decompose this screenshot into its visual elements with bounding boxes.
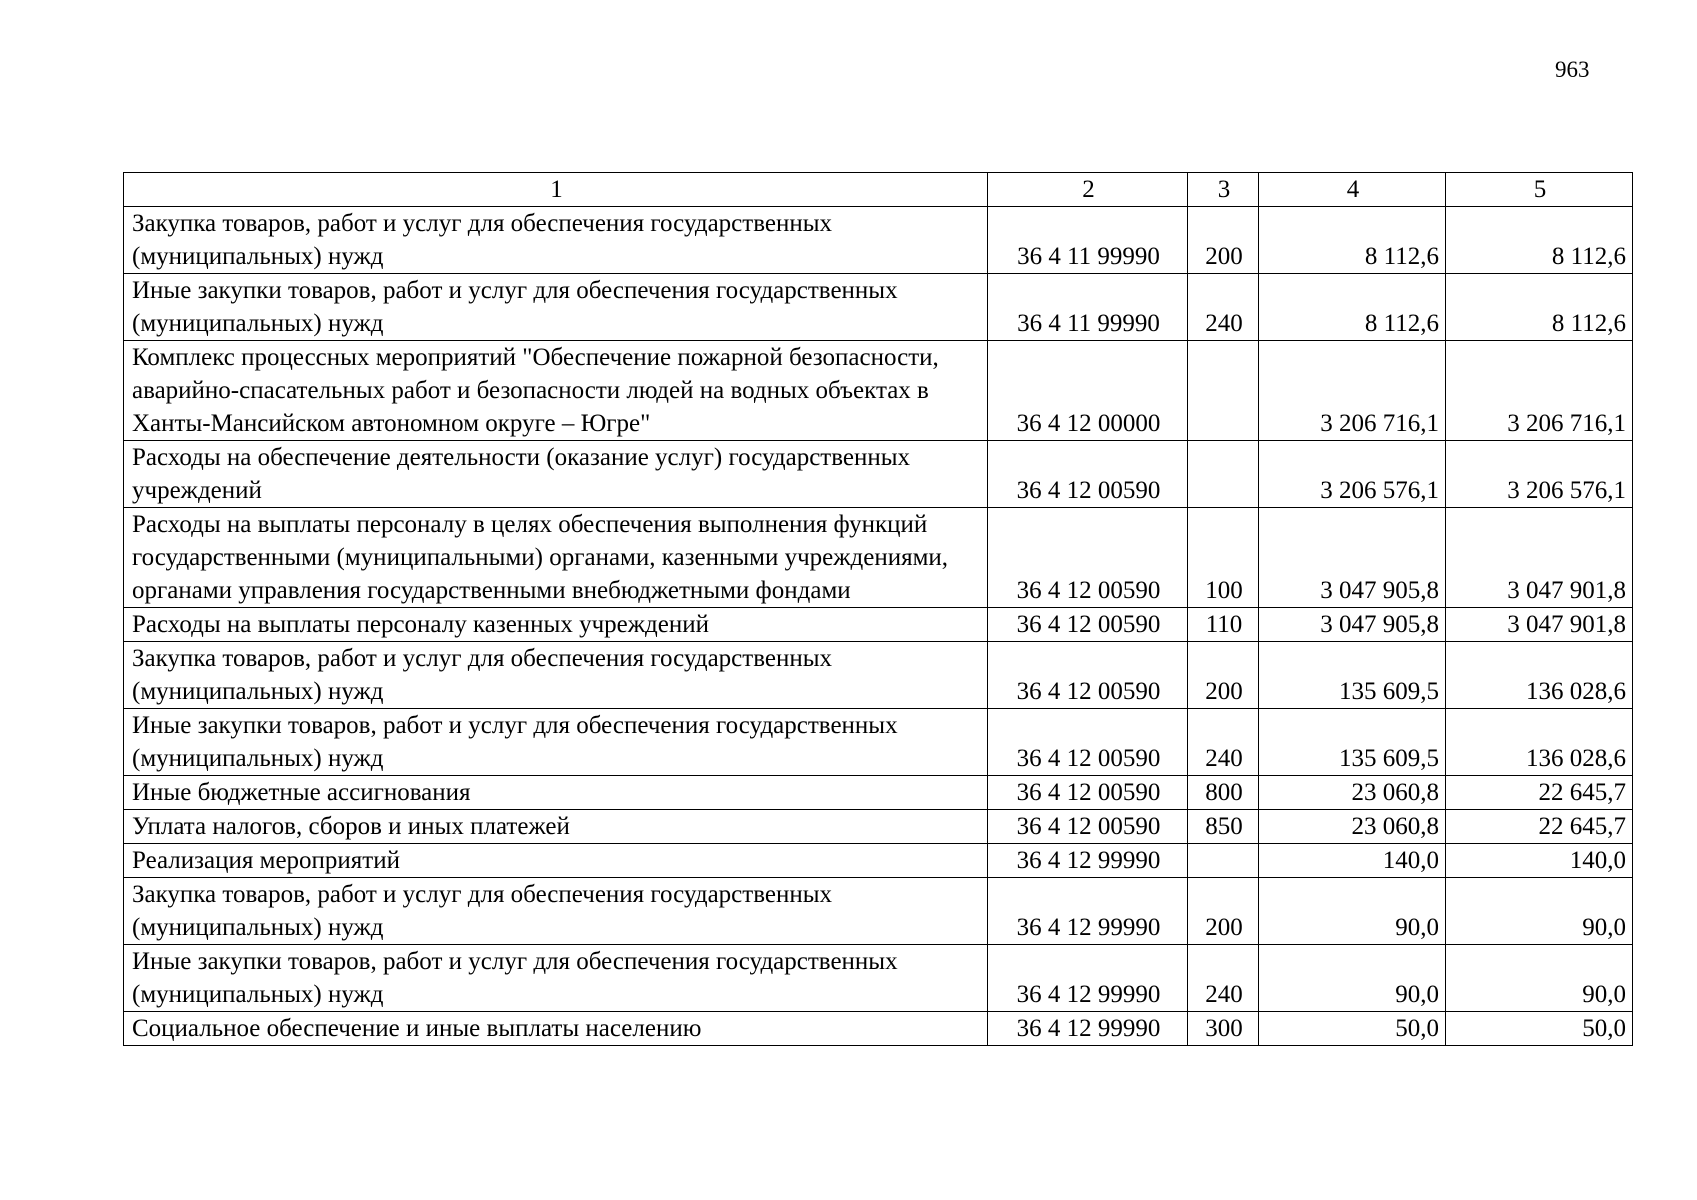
expense-type-code: 800: [1188, 776, 1259, 810]
page-number: 963: [1555, 57, 1590, 82]
amount-year-1: 8 112,6: [1259, 207, 1446, 274]
target-article-code: 36 4 12 99990: [988, 1012, 1188, 1046]
column-header: 5: [1446, 173, 1633, 207]
amount-year-2: 22 645,7: [1446, 776, 1633, 810]
expense-type-code: [1188, 844, 1259, 878]
table-row: [124, 508, 1633, 608]
table-row: [124, 341, 1633, 441]
amount-year-2: 90,0: [1446, 878, 1633, 945]
expense-name: Реализация мероприятий: [124, 844, 988, 878]
table-row: [124, 1012, 1633, 1046]
column-header: 2: [988, 173, 1188, 207]
amount-year-1: 90,0: [1259, 945, 1446, 1012]
table-row: [124, 274, 1633, 341]
column-header: 3: [1188, 173, 1259, 207]
column-header: 1: [124, 173, 988, 207]
target-article-code: 36 4 12 99990: [988, 878, 1188, 945]
budget-table: [123, 172, 1633, 1046]
amount-year-1: 90,0: [1259, 878, 1446, 945]
target-article-code: 36 4 12 00590: [988, 709, 1188, 776]
expense-type-code: 200: [1188, 207, 1259, 274]
expense-type-code: [1188, 341, 1259, 441]
target-article-code: 36 4 12 00590: [988, 508, 1188, 608]
amount-year-1: 8 112,6: [1259, 274, 1446, 341]
amount-year-2: 136 028,6: [1446, 709, 1633, 776]
expense-name: Социальное обеспечение и иные выплаты населению: [124, 1012, 988, 1046]
amount-year-1: 3 206 576,1: [1259, 441, 1446, 508]
expense-name: Уплата налогов, сборов и иных платежей: [124, 810, 988, 844]
expense-type-code: 240: [1188, 274, 1259, 341]
amount-year-1: 23 060,8: [1259, 810, 1446, 844]
expense-type-code: 300: [1188, 1012, 1259, 1046]
target-article-code: 36 4 12 00590: [988, 776, 1188, 810]
table-row: [124, 878, 1633, 945]
amount-year-1: 135 609,5: [1259, 709, 1446, 776]
expense-name: Расходы на выплаты персоналу в целях обеспечения выполнения функций государственными (муниципальными) органами, казенными учреждениями, органами управления государственными внебюджетными фондами: [124, 508, 988, 608]
amount-year-2: 8 112,6: [1446, 207, 1633, 274]
amount-year-1: 23 060,8: [1259, 776, 1446, 810]
target-article-code: 36 4 12 00590: [988, 642, 1188, 709]
column-header: 4: [1259, 173, 1446, 207]
amount-year-2: 140,0: [1446, 844, 1633, 878]
amount-year-2: 3 047 901,8: [1446, 608, 1633, 642]
amount-year-2: 50,0: [1446, 1012, 1633, 1046]
amount-year-1: 135 609,5: [1259, 642, 1446, 709]
expense-name: Иные закупки товаров, работ и услуг для обеспечения государственных (муниципальных) нужд: [124, 709, 988, 776]
expense-type-code: 200: [1188, 878, 1259, 945]
expense-type-code: 110: [1188, 608, 1259, 642]
amount-year-1: 50,0: [1259, 1012, 1446, 1046]
expense-type-code: 240: [1188, 945, 1259, 1012]
target-article-code: 36 4 12 99990: [988, 844, 1188, 878]
expense-type-code: 200: [1188, 642, 1259, 709]
amount-year-2: 3 206 716,1: [1446, 341, 1633, 441]
expense-name: Расходы на выплаты персоналу казенных учреждений: [124, 608, 988, 642]
target-article-code: 36 4 11 99990: [988, 274, 1188, 341]
amount-year-2: 90,0: [1446, 945, 1633, 1012]
expense-name: Закупка товаров, работ и услуг для обеспечения государственных (муниципальных) нужд: [124, 878, 988, 945]
amount-year-2: 136 028,6: [1446, 642, 1633, 709]
amount-year-2: 22 645,7: [1446, 810, 1633, 844]
table-row: [124, 844, 1633, 878]
expense-name: Закупка товаров, работ и услуг для обеспечения государственных (муниципальных) нужд: [124, 207, 988, 274]
table-row: [124, 608, 1633, 642]
expense-name: Иные бюджетные ассигнования: [124, 776, 988, 810]
expense-type-code: 240: [1188, 709, 1259, 776]
target-article-code: 36 4 12 00590: [988, 441, 1188, 508]
expense-type-code: 100: [1188, 508, 1259, 608]
amount-year-1: 3 047 905,8: [1259, 508, 1446, 608]
table-row: [124, 642, 1633, 709]
expense-name: Иные закупки товаров, работ и услуг для обеспечения государственных (муниципальных) нужд: [124, 945, 988, 1012]
target-article-code: 36 4 12 99990: [988, 945, 1188, 1012]
table-row: [124, 207, 1633, 274]
target-article-code: 36 4 12 00590: [988, 810, 1188, 844]
expense-type-code: 850: [1188, 810, 1259, 844]
target-article-code: 36 4 12 00590: [988, 608, 1188, 642]
table-header-row: [124, 173, 1633, 207]
table-row: [124, 441, 1633, 508]
table-row: [124, 810, 1633, 844]
target-article-code: 36 4 11 99990: [988, 207, 1188, 274]
amount-year-2: 3 206 576,1: [1446, 441, 1633, 508]
table-row: [124, 945, 1633, 1012]
table-row: [124, 776, 1633, 810]
amount-year-1: 3 047 905,8: [1259, 608, 1446, 642]
expense-name: Расходы на обеспечение деятельности (оказание услуг) государственных учреждений: [124, 441, 988, 508]
amount-year-2: 8 112,6: [1446, 274, 1633, 341]
expense-name: Закупка товаров, работ и услуг для обеспечения государственных (муниципальных) нужд: [124, 642, 988, 709]
amount-year-2: 3 047 901,8: [1446, 508, 1633, 608]
amount-year-1: 3 206 716,1: [1259, 341, 1446, 441]
expense-type-code: [1188, 441, 1259, 508]
amount-year-1: 140,0: [1259, 844, 1446, 878]
expense-name: Комплекс процессных мероприятий "Обеспечение пожарной безопасности, аварийно-спасательных работ и безопасности людей на водных объектах в Ханты-Мансийском автономном округе – Югре": [124, 341, 988, 441]
target-article-code: 36 4 12 00000: [988, 341, 1188, 441]
expense-name: Иные закупки товаров, работ и услуг для обеспечения государственных (муниципальных) нужд: [124, 274, 988, 341]
table-row: [124, 709, 1633, 776]
